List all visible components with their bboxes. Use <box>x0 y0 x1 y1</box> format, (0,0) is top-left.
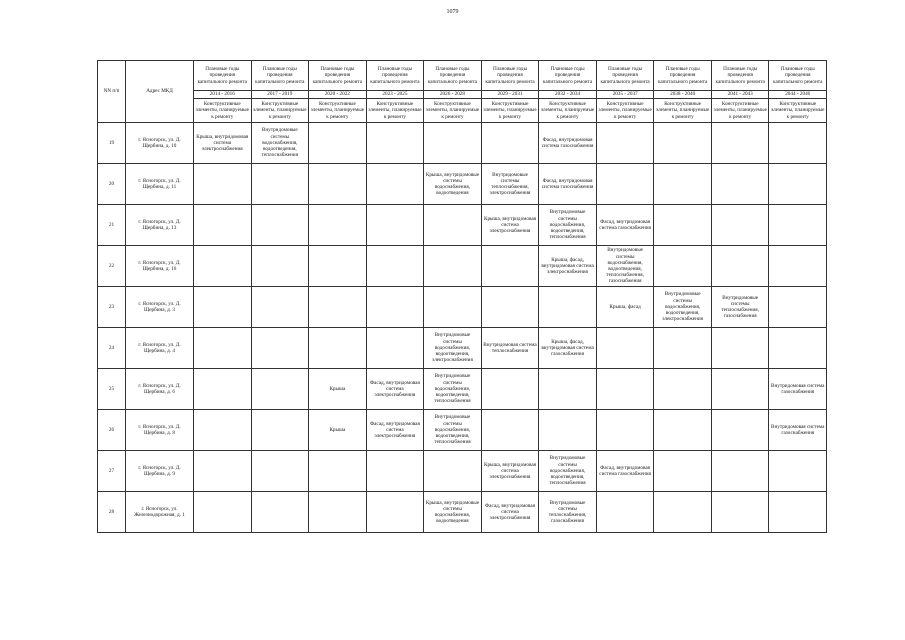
repair-elements-cell: Крыша, внутридомовые системы водоснабжения, водоотведения <box>424 164 482 205</box>
repair-elements-cell <box>711 205 769 246</box>
repair-elements-cell <box>366 205 424 246</box>
repair-elements-cell <box>769 246 827 287</box>
repair-elements-cell <box>539 369 597 410</box>
header-elements-label: Конструктивные элементы, планируемые к ремонту <box>366 99 424 123</box>
header-period: 2020 - 2022 <box>309 91 367 99</box>
header-period: 2035 - 2037 <box>596 91 654 99</box>
repair-elements-cell <box>711 164 769 205</box>
repair-elements-cell <box>481 369 539 410</box>
header-plan-label: Плановые годы проведения капитального ремонта <box>424 61 482 91</box>
repair-elements-cell: Фасад, внутридомовая система электроснабжения <box>366 410 424 451</box>
repair-elements-cell: Внутридомовые системы водоснабжения, водоотведения, теплоснабжения, газоснабжения <box>596 246 654 287</box>
repair-elements-cell <box>366 164 424 205</box>
repair-elements-cell: Внутридомовые системы водоснабжения, водоотведения, теплоснабжения <box>251 123 309 164</box>
table-body <box>98 123 827 533</box>
row-address: г. Ясногорск, ул. Д. Щербина, д. 3 <box>126 287 194 328</box>
header-elements-label: Конструктивные элементы, планируемые к ремонту <box>481 99 539 123</box>
repair-elements-cell <box>366 451 424 492</box>
table-row <box>98 328 827 369</box>
repair-elements-cell <box>309 164 367 205</box>
repair-elements-cell <box>481 246 539 287</box>
repair-elements-cell <box>596 410 654 451</box>
repair-elements-cell: Внутридомовая система газоснабжения <box>769 410 827 451</box>
repair-elements-cell: Крыша, внутридомовая система электроснабжения <box>481 451 539 492</box>
repair-elements-cell <box>711 246 769 287</box>
repair-elements-cell: Фасад, внутридомовая система газоснабжения <box>539 164 597 205</box>
repair-elements-cell <box>424 205 482 246</box>
header-elements-label: Конструктивные элементы, планируемые к ремонту <box>711 99 769 123</box>
repair-elements-cell <box>424 451 482 492</box>
repair-elements-cell <box>366 287 424 328</box>
repair-elements-cell: Внутридомовые системы теплоснабжения, газоснабжения <box>711 287 769 328</box>
repair-elements-cell <box>596 369 654 410</box>
header-elements-label: Конструктивные элементы, планируемые к ремонту <box>424 99 482 123</box>
header-period: 2023 - 2025 <box>366 91 424 99</box>
row-number: 28 <box>98 492 126 533</box>
repair-elements-cell <box>711 410 769 451</box>
repair-elements-cell <box>711 123 769 164</box>
repair-elements-cell: Фасад, внутридомовая система электроснабжения <box>481 492 539 533</box>
repair-elements-cell <box>309 492 367 533</box>
header-period: 2029 - 2031 <box>481 91 539 99</box>
repair-elements-cell: Фасад, внутридомовая система газоснабжения <box>539 123 597 164</box>
repair-elements-cell: Фасад, внутридомовая система газоснабжения <box>596 451 654 492</box>
row-number: 27 <box>98 451 126 492</box>
repair-elements-cell <box>596 492 654 533</box>
repair-elements-cell <box>309 205 367 246</box>
repair-elements-cell <box>596 328 654 369</box>
repair-elements-cell <box>309 451 367 492</box>
repair-elements-cell <box>769 123 827 164</box>
row-number: 24 <box>98 328 126 369</box>
repair-elements-cell <box>366 123 424 164</box>
table-row <box>98 451 827 492</box>
repair-elements-cell <box>539 410 597 451</box>
row-address: г. Ясногорск, ул. Д. Щербина, д. 9 <box>126 451 194 492</box>
capital-repair-table <box>97 60 827 533</box>
repair-elements-cell <box>194 205 252 246</box>
repair-elements-cell: Крыша, фасад, внутридомовая система электроснабжения <box>539 246 597 287</box>
repair-elements-cell: Фасад, внутридомовая система газоснабжения <box>596 205 654 246</box>
repair-elements-cell: Внутридомовые системы водоснабжения, водоотведения, теплоснабжения <box>539 451 597 492</box>
repair-elements-cell <box>251 369 309 410</box>
header-plan-label: Плановые годы проведения капитального ремонта <box>596 61 654 91</box>
table-row <box>98 205 827 246</box>
repair-elements-cell <box>366 328 424 369</box>
repair-elements-cell: Крыша, внутридомовые системы водоснабжения, водоотведения <box>424 492 482 533</box>
header-period: 2032 - 2034 <box>539 91 597 99</box>
table-row <box>98 246 827 287</box>
table-row <box>98 410 827 451</box>
repair-elements-cell: Внутридомовые системы водоснабжения, водоотведения, электроснабжения <box>654 287 712 328</box>
repair-elements-cell <box>711 451 769 492</box>
header-plan-label: Плановые годы проведения капитального ремонта <box>309 61 367 91</box>
repair-elements-cell: Внутридомовые системы теплоснабжения, электроснабжения <box>481 164 539 205</box>
header-plan-label: Плановые годы проведения капитального ремонта <box>251 61 309 91</box>
repair-elements-cell: Внутридомовые системы водоснабжения, водоотведения, теплоснабжения <box>539 205 597 246</box>
row-number: 23 <box>98 287 126 328</box>
repair-elements-cell <box>194 287 252 328</box>
repair-elements-cell <box>769 205 827 246</box>
repair-elements-cell <box>654 123 712 164</box>
header-elements-label: Конструктивные элементы, планируемые к ремонту <box>309 99 367 123</box>
repair-elements-cell <box>251 492 309 533</box>
repair-elements-cell <box>711 328 769 369</box>
repair-elements-cell <box>539 287 597 328</box>
header-elements-label: Конструктивные элементы, планируемые к ремонту <box>251 99 309 123</box>
repair-elements-cell <box>251 451 309 492</box>
repair-elements-cell <box>711 492 769 533</box>
repair-elements-cell <box>194 410 252 451</box>
row-number: 20 <box>98 164 126 205</box>
repair-elements-cell <box>194 451 252 492</box>
header-period: 2017 - 2019 <box>251 91 309 99</box>
repair-elements-cell <box>481 123 539 164</box>
table-header <box>98 61 827 123</box>
repair-elements-cell: Внутридомовые системы теплоснабжения, газоснабжения <box>539 492 597 533</box>
repair-elements-cell <box>769 164 827 205</box>
row-address: г. Ясногорск, ул. Д. Щербина, д. 6 <box>126 369 194 410</box>
repair-elements-cell <box>309 246 367 287</box>
row-number: 21 <box>98 205 126 246</box>
row-address: г. Ясногорск, ул. Д. Щербина, д. 10 <box>126 123 194 164</box>
header-period: 2041 - 2043 <box>711 91 769 99</box>
repair-elements-cell <box>251 164 309 205</box>
row-address: г. Ясногорск, ул. Д. Щербина, д. 4 <box>126 328 194 369</box>
repair-elements-cell <box>366 492 424 533</box>
repair-elements-cell <box>769 492 827 533</box>
header-elements-label: Конструктивные элементы, планируемые к ремонту <box>596 99 654 123</box>
row-number: 22 <box>98 246 126 287</box>
repair-elements-cell <box>481 410 539 451</box>
repair-elements-cell: Фасад, внутридомовая система электроснабжения <box>366 369 424 410</box>
header-plan-label: Плановые годы проведения капитального ремонта <box>654 61 712 91</box>
repair-elements-cell <box>251 246 309 287</box>
repair-elements-cell <box>654 164 712 205</box>
header-period: 2026 - 2028 <box>424 91 482 99</box>
row-number: 25 <box>98 369 126 410</box>
repair-elements-cell <box>596 164 654 205</box>
page-number: 1079 <box>446 9 459 15</box>
row-number: 26 <box>98 410 126 451</box>
repair-elements-cell <box>654 451 712 492</box>
header-elements-label: Конструктивные элементы, планируемые к ремонту <box>194 99 252 123</box>
repair-elements-cell <box>711 369 769 410</box>
table-row <box>98 164 827 205</box>
header-plan-label: Плановые годы проведения капитального ремонта <box>194 61 252 91</box>
repair-elements-cell <box>424 287 482 328</box>
row-address: г. Ясногорск, ул. Д. Щербина, д. 8 <box>126 410 194 451</box>
repair-elements-cell: Крыша <box>309 410 367 451</box>
repair-elements-cell: Внутридомовые системы водоснабжения, водоотведения, теплоснабжения <box>424 369 482 410</box>
repair-elements-cell <box>654 492 712 533</box>
header-period: 2038 - 2040 <box>654 91 712 99</box>
row-address: г. Ясногорск, ул. Д. Щербина, д. 16 <box>126 246 194 287</box>
repair-elements-cell <box>309 328 367 369</box>
header-period: 2044 - 2046 <box>769 91 827 99</box>
repair-elements-cell: Крыша, фасад, внутридомовая система газоснабжения <box>539 328 597 369</box>
header-elements-label: Конструктивные элементы, планируемые к ремонту <box>654 99 712 123</box>
repair-elements-cell <box>424 246 482 287</box>
table-row <box>98 287 827 328</box>
repair-elements-cell <box>251 410 309 451</box>
header-plan-label: Плановые годы проведения капитального ремонта <box>769 61 827 91</box>
repair-elements-cell <box>654 328 712 369</box>
repair-elements-cell <box>251 328 309 369</box>
repair-elements-cell <box>194 164 252 205</box>
table-row <box>98 123 827 164</box>
repair-elements-cell: Крыша <box>309 369 367 410</box>
repair-elements-cell <box>654 369 712 410</box>
repair-elements-cell: Крыша, внутридомовая система электроснабжения <box>194 123 252 164</box>
repair-elements-cell <box>194 492 252 533</box>
header-address: Адрес МКД <box>126 61 194 123</box>
repair-elements-cell <box>769 287 827 328</box>
table-row <box>98 492 827 533</box>
repair-elements-cell <box>251 287 309 328</box>
repair-elements-cell <box>769 451 827 492</box>
repair-elements-cell <box>654 246 712 287</box>
header-number: NN п/п <box>98 61 126 123</box>
repair-elements-cell: Внутридомовая система газоснабжения <box>769 369 827 410</box>
repair-elements-cell <box>481 287 539 328</box>
repair-elements-cell <box>309 123 367 164</box>
repair-elements-cell: Крыша, фасад <box>596 287 654 328</box>
table-row <box>98 369 827 410</box>
repair-elements-cell <box>251 205 309 246</box>
repair-elements-cell: Внутридомовая система теплоснабжения <box>481 328 539 369</box>
row-address: г. Ясногорск, ул. Д. Щербина, д. 11 <box>126 164 194 205</box>
header-elements-label: Конструктивные элементы, планируемые к ремонту <box>539 99 597 123</box>
header-elements-label: Конструктивные элементы, планируемые к ремонту <box>769 99 827 123</box>
repair-elements-cell: Крыша, внутридомовая система электроснабжения <box>481 205 539 246</box>
header-plan-label: Плановые годы проведения капитального ремонта <box>481 61 539 91</box>
repair-elements-cell <box>596 123 654 164</box>
row-address: г. Ясногорск, ул. Д. Щербина, д. 13 <box>126 205 194 246</box>
header-plan-label: Плановые годы проведения капитального ремонта <box>539 61 597 91</box>
repair-elements-cell <box>194 328 252 369</box>
repair-elements-cell <box>769 328 827 369</box>
row-address: г. Ясногорск, ул. Железнодорожная, д. 1 <box>126 492 194 533</box>
repair-elements-cell <box>194 246 252 287</box>
repair-elements-cell <box>366 246 424 287</box>
repair-elements-cell <box>654 410 712 451</box>
repair-elements-cell <box>309 287 367 328</box>
repair-elements-cell: Внутридомовые системы водоснабжения, водоотведения, теплоснабжения <box>424 410 482 451</box>
header-plan-label: Плановые годы проведения капитального ремонта <box>711 61 769 91</box>
repair-elements-cell <box>194 369 252 410</box>
row-number: 19 <box>98 123 126 164</box>
header-period: 2014 - 2016 <box>194 91 252 99</box>
repair-elements-cell <box>424 123 482 164</box>
repair-elements-cell: Внутридомовые системы водоснабжения, водоотведения, электроснабжения <box>424 328 482 369</box>
header-plan-label: Плановые годы проведения капитального ремонта <box>366 61 424 91</box>
repair-elements-cell <box>654 205 712 246</box>
